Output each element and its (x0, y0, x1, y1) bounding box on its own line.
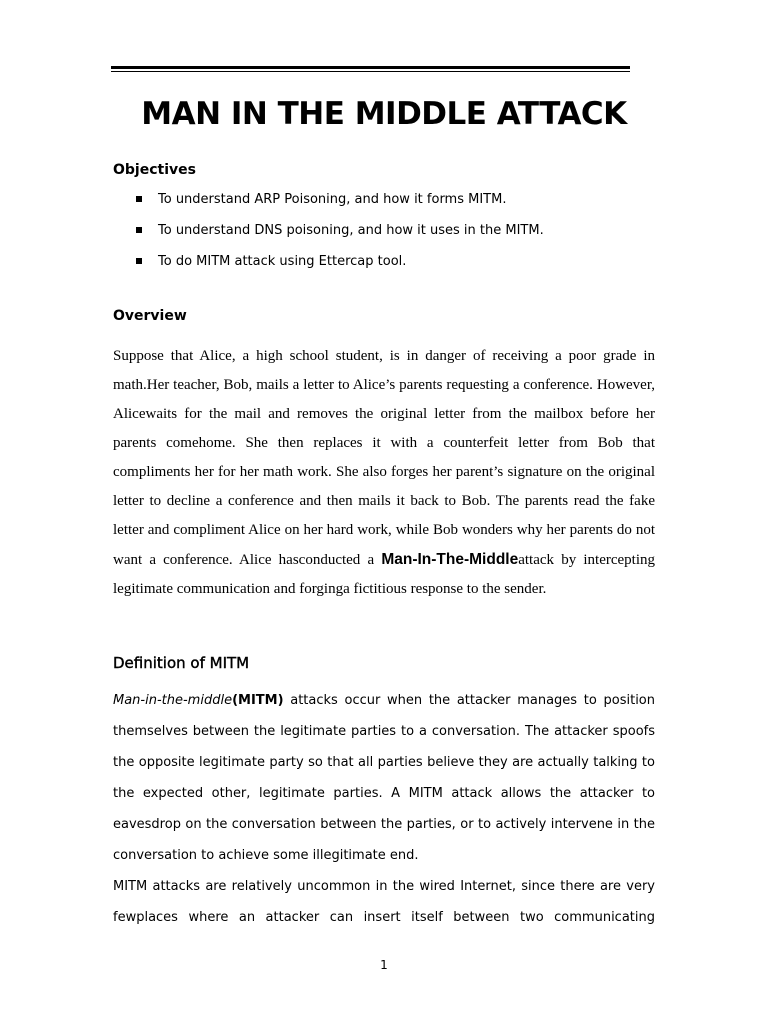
objectives-heading: Objectives (113, 162, 196, 178)
overview-heading: Overview (113, 308, 187, 324)
mitm-term-bold: (MITM) (232, 693, 284, 708)
header-rule-thin (111, 71, 630, 72)
bullet-square-icon (136, 227, 142, 233)
overview-paragraph: Suppose that Alice, a high school student, is in danger of receiving a poor grade in math.Her teacher, Bob, mails a letter to Alice’s parents requesting a conference. However, Alicewaits for the mail and removes the original letter from the mailbox before her parents comehome. She then replaces it with a counterfeit letter from Bob that compliments her for her math work. She also forges her parent’s signature on the original letter to decline a conference and then mails it back to Bob. The parents read the fake letter and compliment Alice on her hard work, while Bob wonders why her parents do not want a conference. Alice hasconducted a Man-In-The-Middleattack by intercepting legitimate communication and forginga fictitious response to the sender. (113, 348, 656, 597)
page-number: 1 (380, 958, 388, 972)
mitm-term-italic: Man-in-the-middle (113, 693, 233, 708)
page-title: MAN IN THE MIDDLE ATTACK (141, 96, 627, 132)
bullet-square-icon (136, 258, 142, 264)
mitm-highlight: Man-In-The-Middle (381, 551, 519, 568)
definition-paragraph-1: Man-in-the-middle(MITM) attacks occur when the attacker manages to position themselves between the legitimate parties to a conversation. The attacker spoofs the opposite legitimate party so that all parties believe they are actually talking to the expected other, legitimate parties. A MITM attack allows the attacker to eavesdrop on the conversation between the parties, or to actively intervene in the conversation to achieve some illegitimate end. (113, 693, 655, 863)
bullet-square-icon (136, 196, 142, 202)
header-rule-thick (111, 66, 630, 69)
definition-paragraph-2: MITM attacks are relatively uncommon in the wired Internet, since there are very fewplaces where an attacker can insert itself between two communicating (113, 879, 655, 925)
definition-heading: Definition of MITM (113, 654, 250, 672)
objectives-list (136, 191, 656, 284)
list-item: To understand ARP Poisoning, and how it forms MITM. (136, 191, 656, 222)
list-item: To do MITM attack using Ettercap tool. (136, 253, 656, 284)
list-item: To understand DNS poisoning, and how it uses in the MITM. (136, 222, 656, 253)
